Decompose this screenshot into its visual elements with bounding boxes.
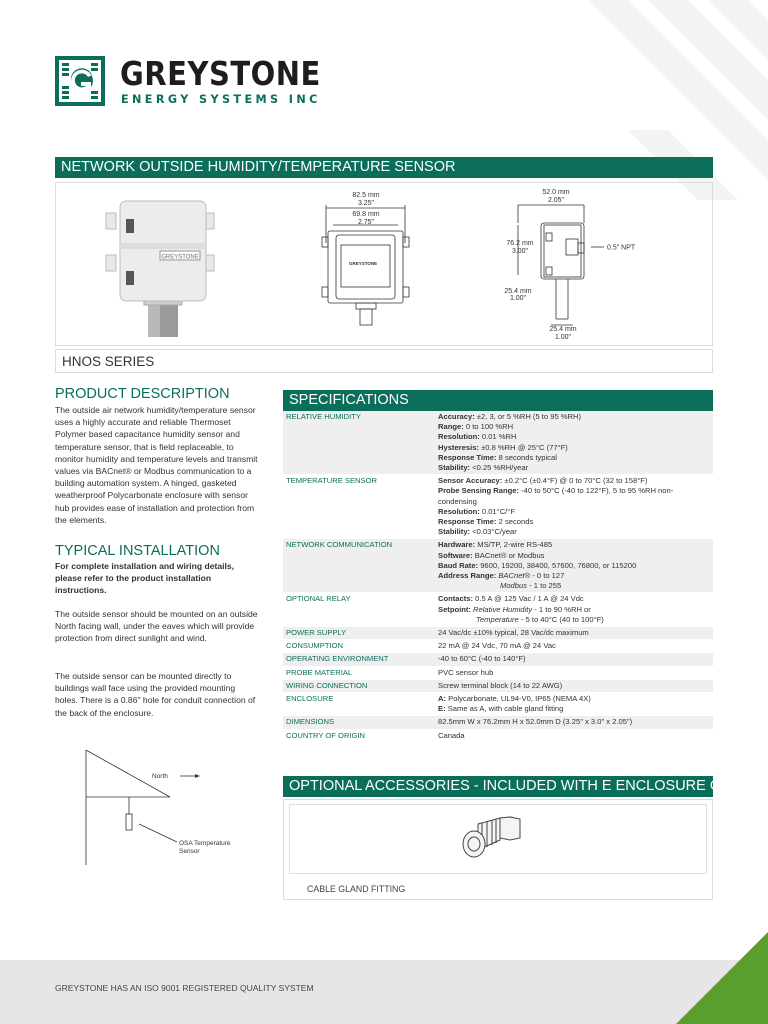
- brand-name: GREYSTONE: [120, 54, 321, 94]
- spec-label: OPTIONAL RELAY: [283, 593, 435, 627]
- specifications-table: [283, 411, 713, 743]
- corner-accent: [668, 924, 768, 1024]
- product-title: NETWORK OUTSIDE HUMIDITY/TEMPERATURE SENSOR: [61, 159, 456, 175]
- spec-row-network-communication: [283, 539, 713, 593]
- spec-row-relative-humidity: [283, 411, 713, 475]
- sensor-label-line2: Sensor: [179, 848, 200, 855]
- spec-value: Accuracy: ±2, 3, or 5 %RH (5 to 95 %RH) Range: 0 to 100 %RH Resolution: 0.01 %RH Hysteresis: ±0.8 %RH @ 25°C (77°F) Response Time: 8 seconds typical Stability: <0.25 %RH/year: [435, 411, 713, 475]
- spec-value: 82.5mm W x 76.2mm H x 52.0mm D (3.25" x 3.0" x 2.05"): [435, 716, 713, 729]
- spec-label: ENCLOSURE: [283, 693, 435, 716]
- spec-label: DIMENSIONS: [283, 716, 435, 729]
- product-description-heading: PRODUCT DESCRIPTION: [55, 386, 230, 402]
- photo-label: GREYSTONE: [161, 254, 199, 261]
- spec-row-operating-environment: [283, 653, 713, 666]
- dim-side-height-mm: 76.2 mm: [506, 240, 534, 247]
- installation-para-1: The outside sensor should be mounted on an outside North facing wall, under the eaves which will provide protection from direct sunlight and wind.: [55, 609, 258, 644]
- spec-label: TEMPERATURE SENSOR: [283, 475, 435, 539]
- spec-label: WIRING CONNECTION: [283, 679, 435, 692]
- spec-label: PROBE MATERIAL: [283, 666, 435, 679]
- spec-label: COUNTRY OF ORIGIN: [283, 729, 435, 742]
- dim-front-width-in: 3.25": [357, 200, 375, 207]
- dim-probe-length-mm: 25.4 mm: [504, 288, 532, 295]
- spec-row-country-of-origin: [283, 729, 713, 742]
- spec-row-consumption: [283, 640, 713, 653]
- greystone-logo-icon: [55, 56, 105, 106]
- specifications-bar: [283, 390, 713, 411]
- spec-value: Sensor Accuracy: ±0.2°C (±0.4°F) @ 0 to 70°C (32 to 158°F) Probe Sensing Range: -40 to 50°C (-40 to 122°F), 5 to 95 %RH non-condensing Resolution: 0.01°C/°F Response Time: 2 seconds Stability: <0.03°C/year: [435, 475, 713, 539]
- spec-value: Canada: [435, 729, 713, 742]
- spec-label: OPERATING ENVIRONMENT: [283, 653, 435, 666]
- spec-row-temperature-sensor: [283, 475, 713, 539]
- sensor-photo: [106, 201, 214, 337]
- spec-label: CONSUMPTION: [283, 640, 435, 653]
- installation-diagram: [55, 740, 260, 870]
- spec-value: 22 mA @ 24 Vdc, 70 mA @ 24 Vac: [435, 640, 713, 653]
- cable-gland-icon: [460, 810, 526, 866]
- spec-value: PVC sensor hub: [435, 666, 713, 679]
- dim-side-width-mm: 52.0 mm: [542, 189, 570, 196]
- spec-value: -40 to 60°C (-40 to 140°F): [435, 653, 713, 666]
- product-drawings: [56, 183, 712, 345]
- series-label: HNOS SERIES: [55, 349, 713, 373]
- spec-label: NETWORK COMMUNICATION: [283, 539, 435, 593]
- specifications-heading: SPECIFICATIONS: [289, 392, 409, 408]
- dim-front-inner-in: 2.75": [357, 219, 375, 226]
- accessories-heading: OPTIONAL ACCESSORIES - INCLUDED WITH E ENCLOSURE OPTION: [289, 778, 766, 794]
- spec-value: Screw terminal block (14 to 22 AWG): [435, 679, 713, 692]
- accessories-bar: [283, 776, 766, 797]
- footer-text: GREYSTONE HAS AN ISO 9001 REGISTERED QUALITY SYSTEM: [55, 983, 314, 993]
- sensor-label-line1: OSA Temperature: [179, 840, 231, 847]
- spec-value: 24 Vac/dc ±10% typical, 28 Vac/dc maximum: [435, 627, 713, 640]
- spec-row-power-supply: [283, 627, 713, 640]
- spec-row-dimensions: [283, 716, 713, 729]
- dim-probe-length-in: 1.00": [509, 295, 527, 302]
- spec-value: A: Polycarbonate, UL94-V0, IP65 (NEMA 4X) E: Same as A, with cable gland fitting: [435, 693, 713, 716]
- spec-row-wiring-connection: [283, 679, 713, 692]
- product-title-bar: [55, 157, 713, 178]
- spec-row-probe-material: [283, 666, 713, 679]
- installation-para-2: The outside sensor can be mounted directly to buildings wall face using the provided mounting holes. There is a 0.86" hole for conduit connection of the back of the enclosure.: [55, 671, 256, 718]
- dim-front-width-mm: 82.5 mm: [352, 192, 380, 199]
- spec-value: Hardware: MS/TP, 2-wire RS-485 Software: BACnet® or Modbus Baud Rate: 9600, 19200, 38400, 57600, 76800, or 115200 Address Range: BACnet® - 0 to 127 Modbus - 1 to 255: [435, 539, 713, 593]
- spec-row-enclosure: [283, 693, 713, 716]
- accessory-label: CABLE GLAND FITTING: [307, 884, 406, 894]
- north-label: North: [152, 773, 168, 780]
- product-description-text: The outside air network humidity/temperature sensor uses a highly accurate and reliable Thermoset Polymer based capacitance humidity sensor and temperature sensor, that is field replaceable, to monitor humidity and temperature levels and transmit values via BACnet® or Modbus communication to a building automation system. A hinged, gasketed weatherproof Polycarbonate enclosure with sensor hub provides ease of installation and protection from the elements.: [55, 405, 258, 525]
- dim-npt: 0.5" NPT: [607, 244, 636, 252]
- drawing-label: GREYSTONE: [349, 261, 378, 266]
- dim-side-width-in: 2.05": [547, 197, 565, 204]
- spec-label: RELATIVE HUMIDITY: [283, 411, 435, 475]
- installation-note: For complete installation and wiring details, please refer to the product installation instructions.: [55, 561, 235, 596]
- spec-label: POWER SUPPLY: [283, 627, 435, 640]
- spec-value: Contacts: 0.5 A @ 125 Vac / 1 A @ 24 Vdc Setpoint: Relative Humidity - 1 to 90 %RH or Temperature - 5 to 40°C (40 to 100°F): [435, 593, 713, 627]
- dim-front-inner-mm: 69.8 mm: [352, 211, 380, 218]
- side-dimension-drawing: [518, 205, 604, 325]
- spec-row-optional-relay: [283, 593, 713, 627]
- dim-side-height-in: 3.00": [511, 248, 529, 255]
- dim-probe-diameter-mm: 25.4 mm: [549, 326, 577, 333]
- brand-subtitle: ENERGY SYSTEMS INC: [121, 93, 321, 106]
- dim-probe-diameter-in: 1.00": [554, 334, 572, 341]
- typical-installation-heading: TYPICAL INSTALLATION: [55, 543, 220, 559]
